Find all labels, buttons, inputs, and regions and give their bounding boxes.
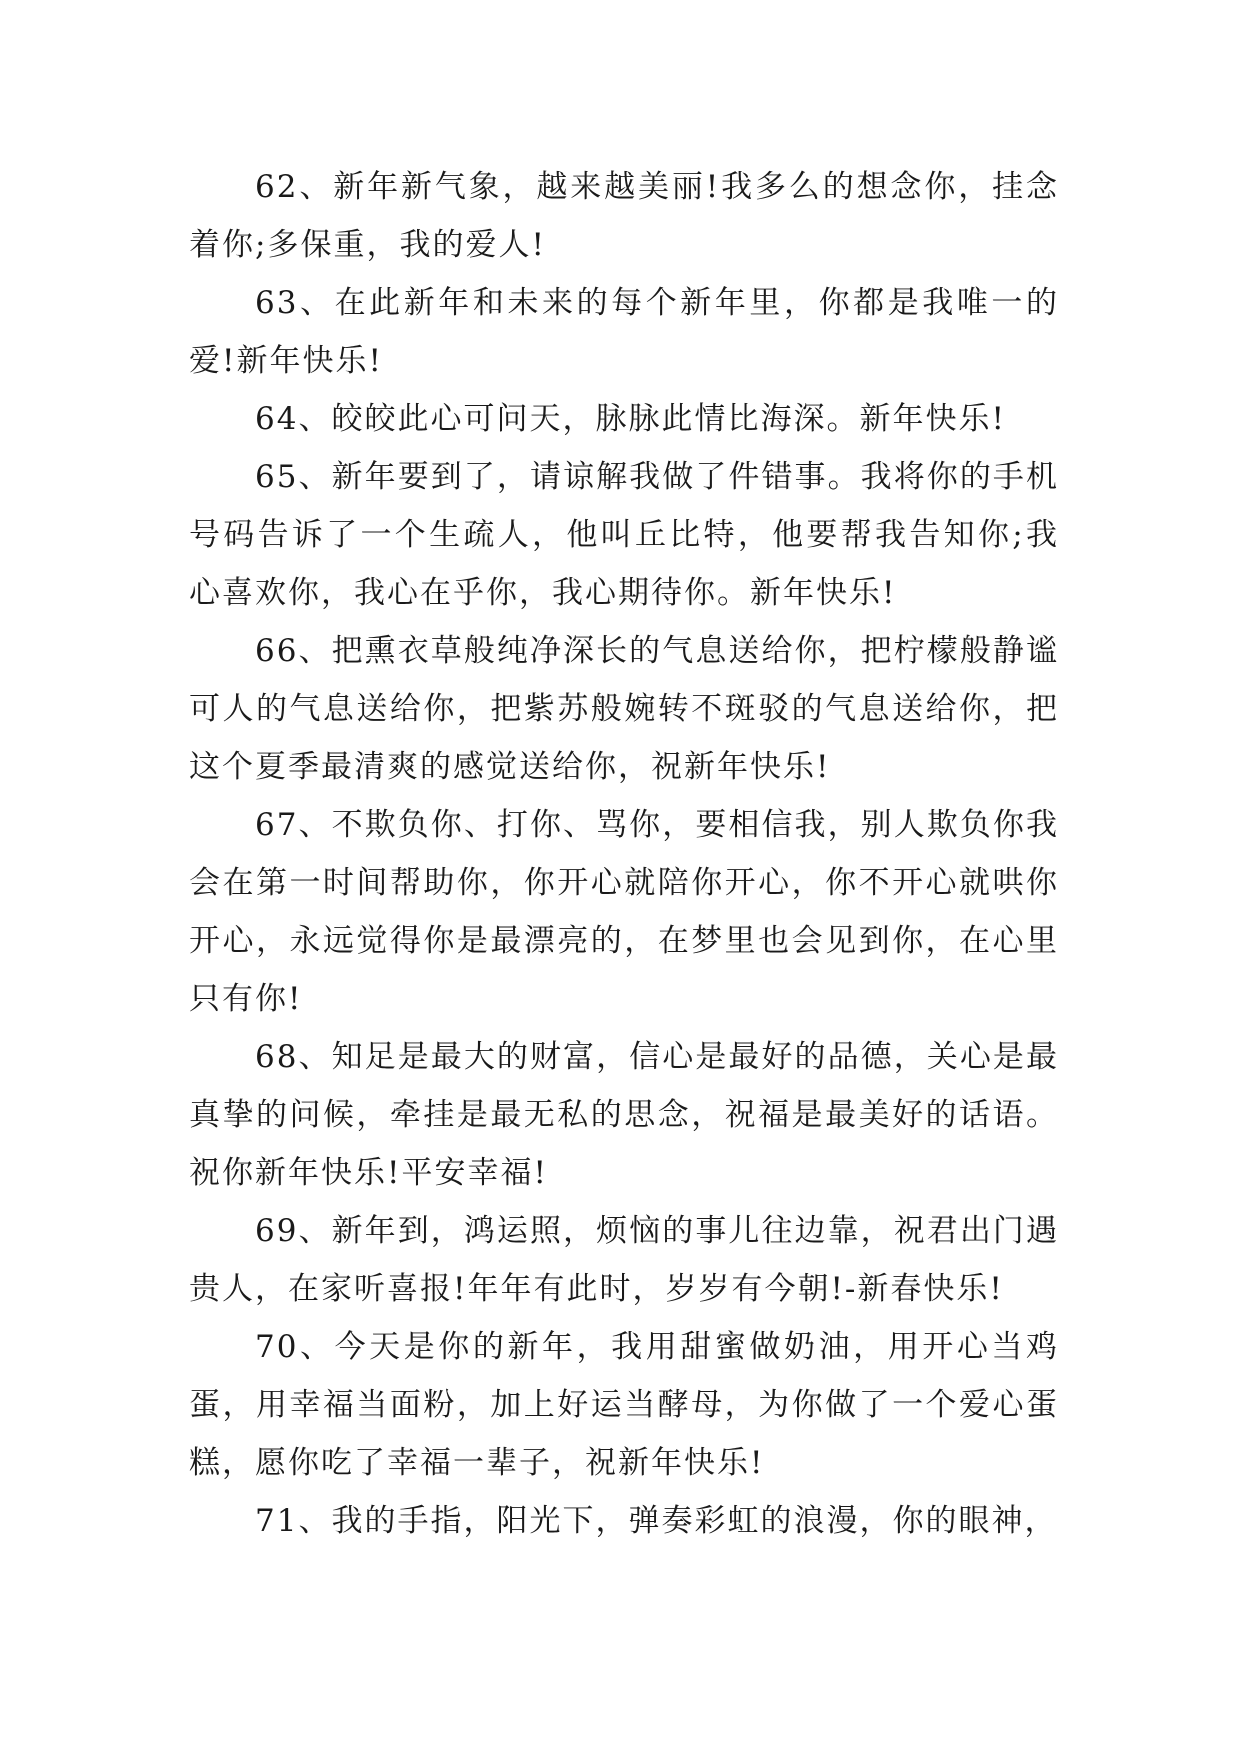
paragraph-66: 66、把熏衣草般纯净深长的气息送给你，把柠檬般静谧可人的气息送给你，把紫苏般婉转不斑驳的气息送给你，把这个夏季最清爽的感觉送给你，祝新年快乐! [189, 633, 1059, 785]
paragraph-65: 65、新年要到了，请谅解我做了件错事。我将你的手机号码告诉了一个生疏人，他叫丘比特，他要帮我告知你;我心喜欢你，我心在乎你，我心期待你。新年快乐! [189, 459, 1059, 611]
paragraph-64: 64、皎皎此心可问天，脉脉此情比海深。新年快乐! [255, 401, 1006, 437]
paragraph-62: 62、新年新气象，越来越美丽!我多么的想念你，挂念着你;多保重，我的爱人! [189, 169, 1059, 263]
paragraph-69: 69、新年到，鸿运照，烦恼的事儿往边靠，祝君出门遇贵人，在家听喜报!年年有此时，岁岁有今朝!-新春快乐! [189, 1213, 1059, 1307]
paragraph-68: 68、知足是最大的财富，信心是最好的品德，关心是最真挚的问候，牵挂是最无私的思念，祝福是最美好的话语。祝你新年快乐!平安幸福! [189, 1039, 1059, 1191]
document-body [189, 158, 1059, 1550]
paragraph-67: 67、不欺负你、打你、骂你，要相信我，别人欺负你我会在第一时间帮助你，你开心就陪你开心，你不开心就哄你开心，永远觉得你是最漂亮的，在梦里也会见到你，在心里只有你! [189, 807, 1059, 1017]
paragraph-63: 63、在此新年和未来的每个新年里，你都是我唯一的爱!新年快乐! [189, 285, 1059, 379]
paragraph-70: 70、今天是你的新年，我用甜蜜做奶油，用开心当鸡蛋，用幸福当面粉，加上好运当酵母，为你做了一个爱心蛋糕，愿你吃了幸福一辈子，祝新年快乐! [189, 1329, 1059, 1481]
paragraph-71: 71、我的手指，阳光下，弹奏彩虹的浪漫，你的眼神， [255, 1503, 1058, 1539]
